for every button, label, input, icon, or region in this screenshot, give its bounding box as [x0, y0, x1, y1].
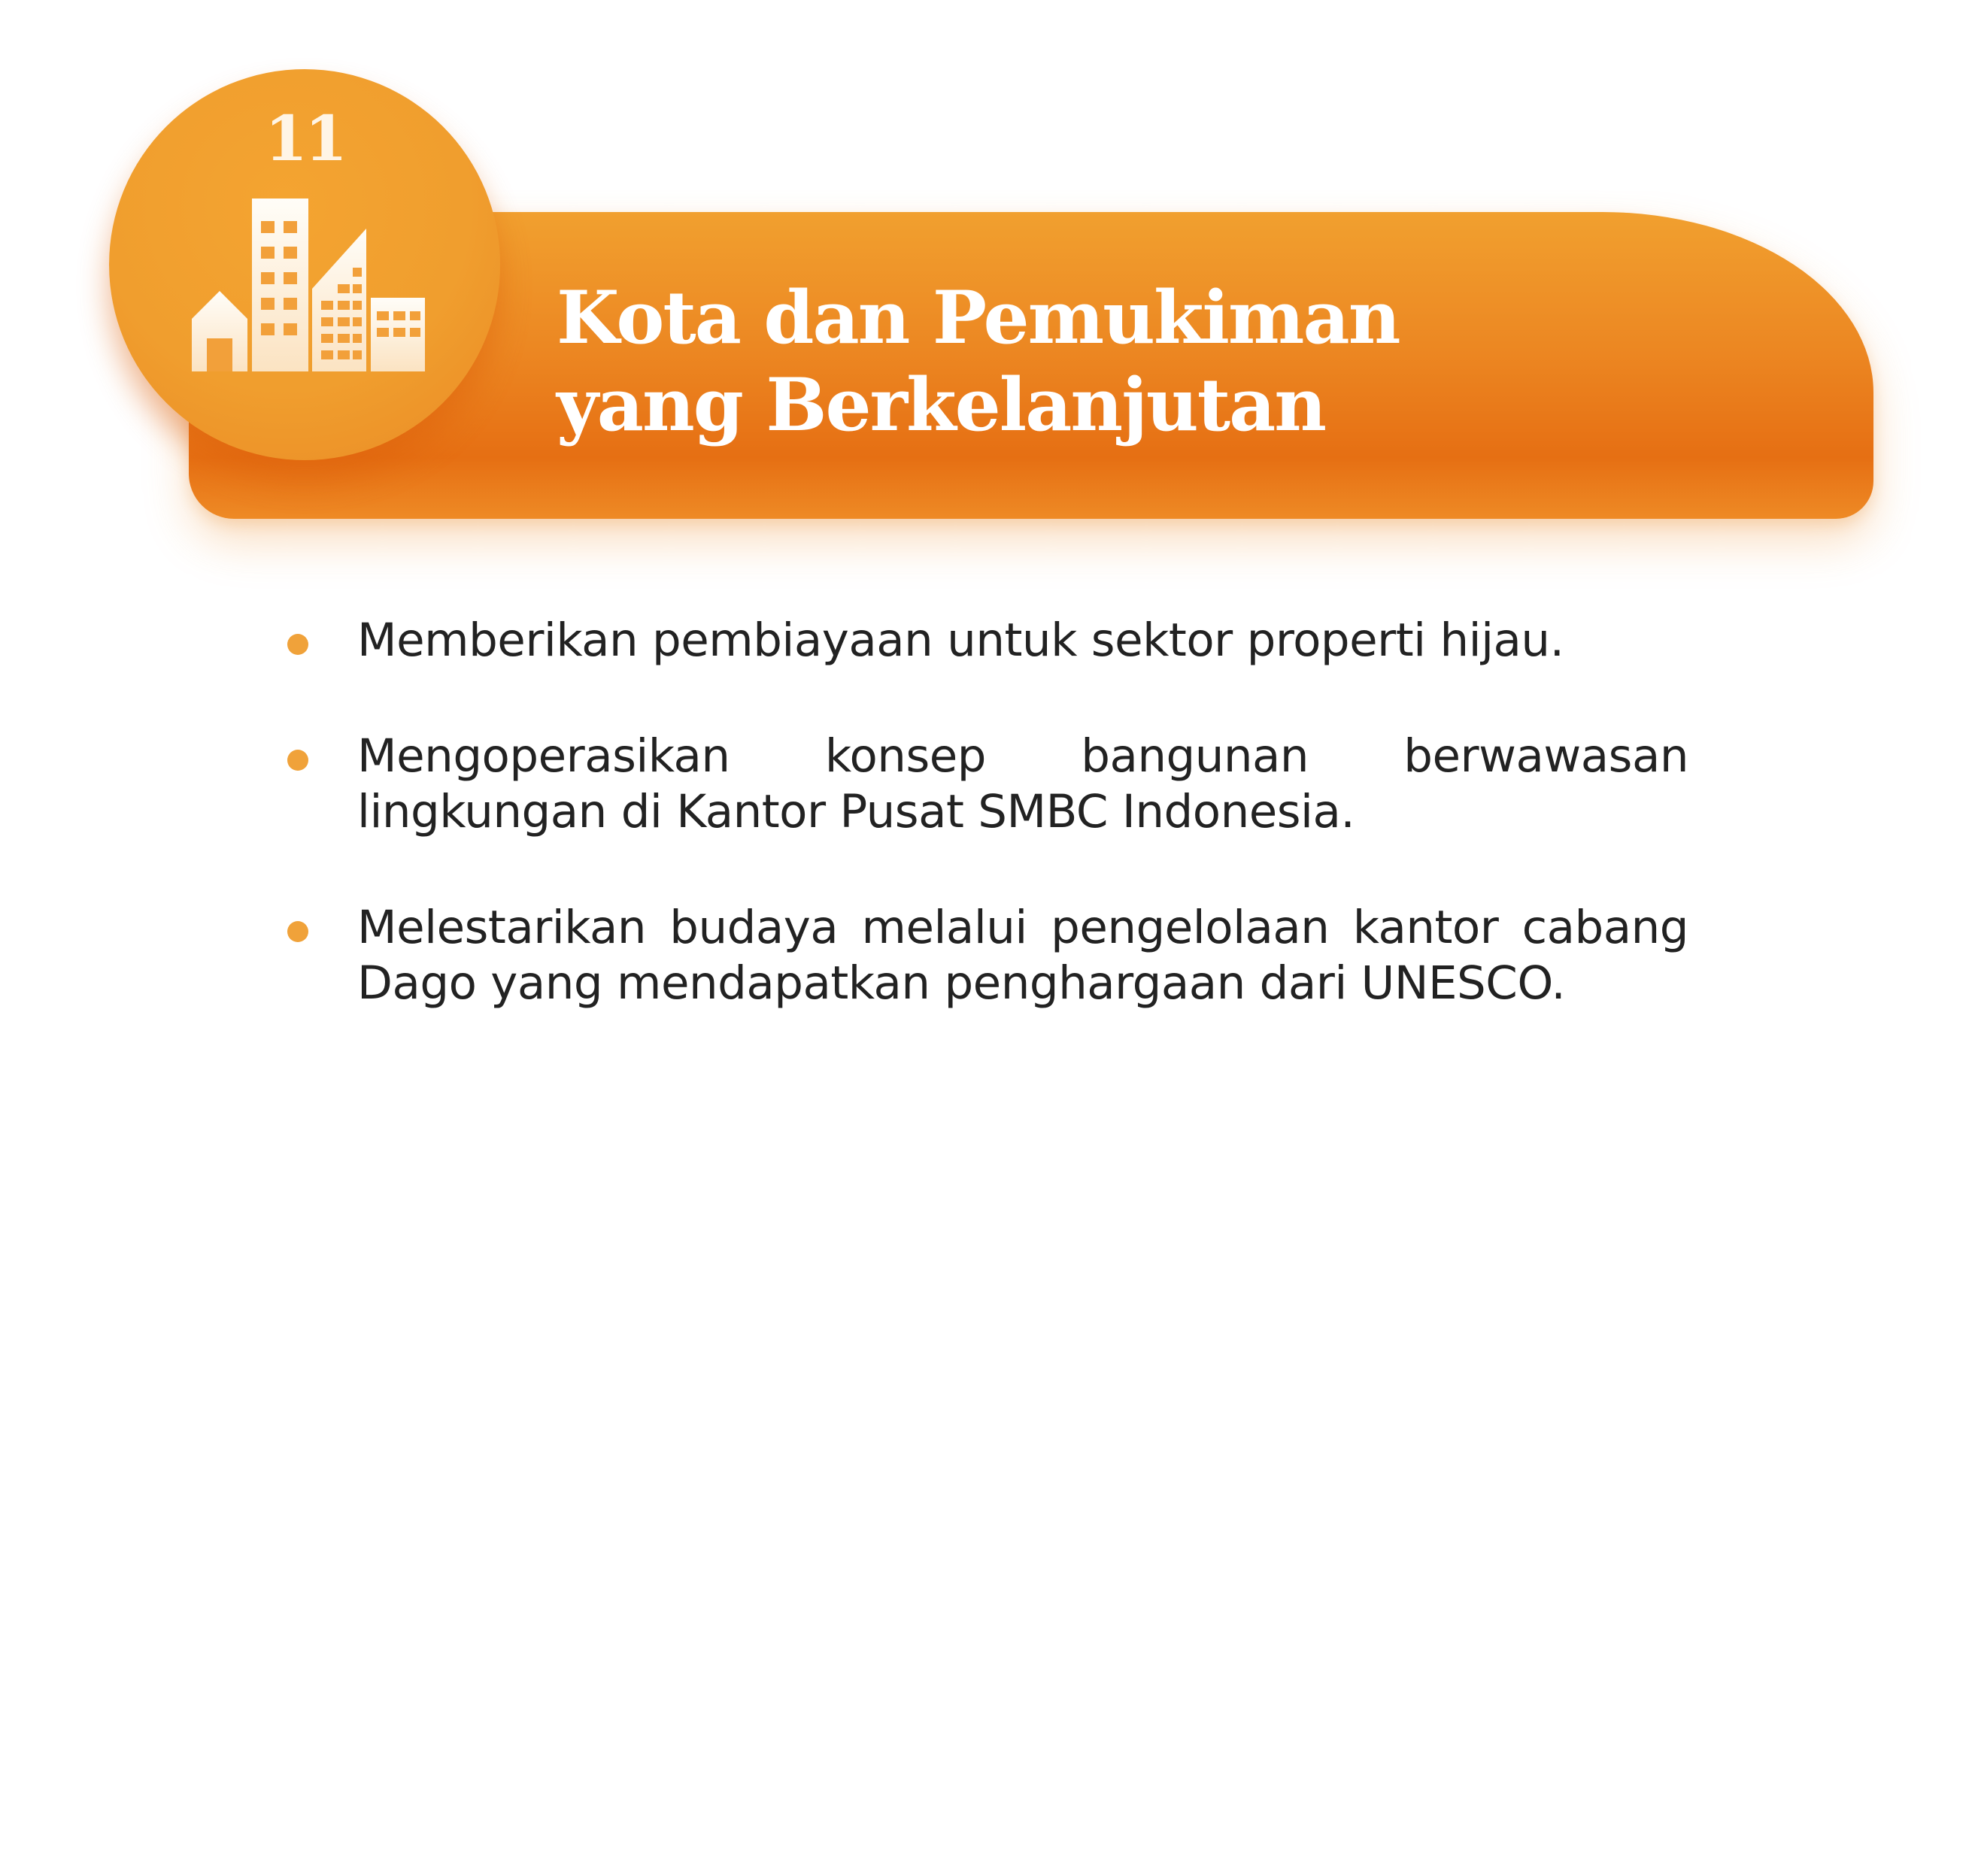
city-buildings-icon [192, 199, 425, 371]
bullet-dot [287, 634, 308, 655]
title-line-1: Kota dan Pemukiman [557, 275, 1400, 360]
list-item [357, 900, 1688, 1011]
list-item [357, 729, 1688, 840]
bullet-text: Melestarikan budaya melalui pengelolaan kantor cabang Dago yang mendapatkan penghargaan dari UNESCO. [357, 901, 1688, 1010]
bullet-dot [287, 921, 308, 942]
title-line-2: yang Berkelanjutan [557, 362, 1326, 447]
bullet-dot [287, 750, 308, 771]
goal-badge [109, 69, 500, 460]
bullet-list [357, 613, 1688, 1071]
bullet-text: Mengoperasikan konsep bangunan berwawasan lingkungan di Kantor Pusat SMBC Indonesia. [357, 729, 1688, 838]
goal-number: 11 [264, 103, 345, 175]
bullet-text: Memberikan pembiayaan untuk sektor properti hijau. [357, 614, 1564, 667]
list-item [357, 613, 1688, 668]
page-title [557, 274, 1400, 449]
